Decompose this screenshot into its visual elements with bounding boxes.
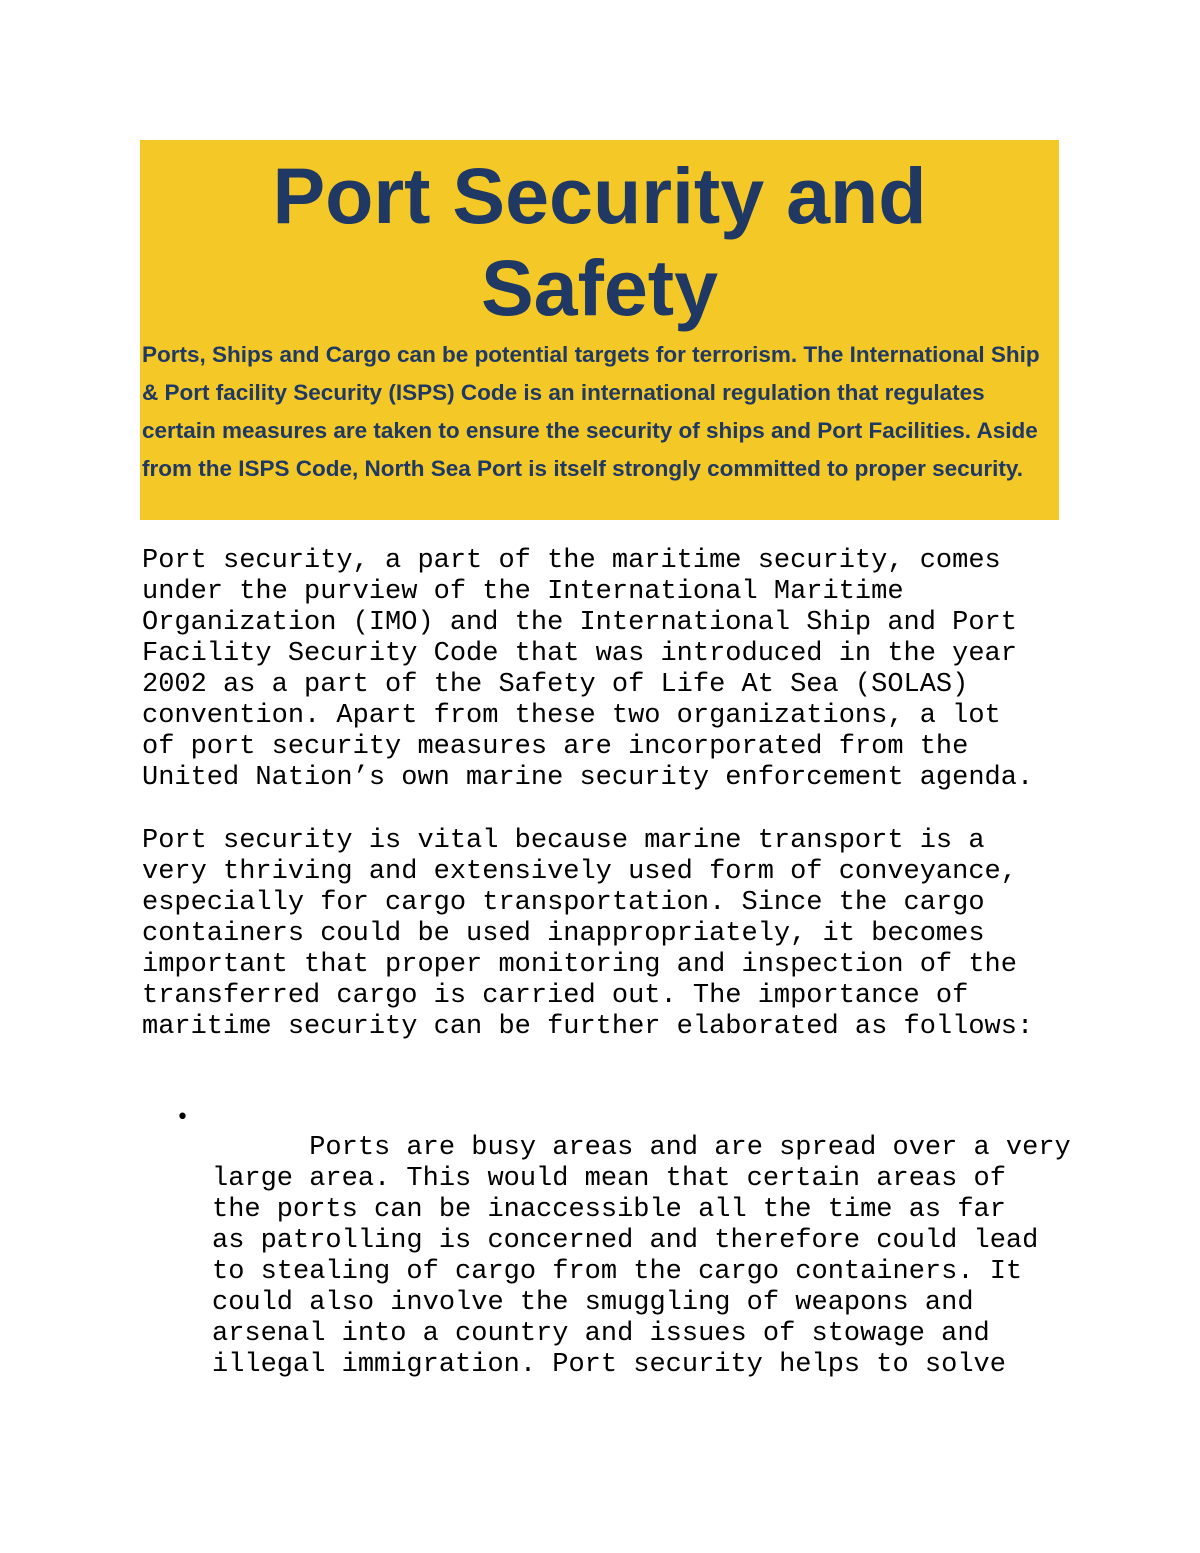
title-line-2: Safety: [480, 243, 719, 332]
title-banner: [140, 140, 1059, 520]
bullet-icon: •: [176, 1105, 189, 1130]
list-item: [142, 1102, 1071, 1412]
page-title: [140, 140, 1059, 334]
body-paragraph-1: Port security, a part of the maritime security, comes under the purview of the International Maritime Organization (IMO) and the International Ship and Port Facility Security Code that was introduced in the year 2002 as a part of the Safety of Life At Sea (SOLAS) convention. Apart from these two organizations, a lot of port security measures are incorporated from the United Nation’s own marine security enforcement agenda.: [142, 546, 1034, 793]
title-line-1: Port Security and: [272, 151, 927, 240]
intro-paragraph: Ports, Ships and Cargo can be potential targets for terrorism. The International Ship & Port facility Security (ISPS) Code is an international regulation that regulates certain measures are taken to ensure the security of ships and Port Facilities. Aside from the ISPS Code, North Sea Port is itself strongly committed to proper security.: [142, 342, 1040, 481]
list-item-text: Ports are busy areas and are spread over a very large area. This would mean that certain areas of the ports can be inaccessible all the time as far as patrolling is concerned and therefore could lead to stealing of cargo from the cargo containers. It could also involve the smuggling of weapons and arsenal into a country and issues of stowage and illegal immigration. Port security helps to solve: [212, 1133, 1071, 1380]
body-paragraph-2: Port security is vital because marine transport is a very thriving and extensively used form of conveyance, especially for cargo transportation. Since the cargo containers could be used inappropriately, it becomes important that proper monitoring and inspection of the transferred cargo is carried out. The importance of maritime security can be further elaborated as follows:: [142, 826, 1034, 1042]
bullet-list: [142, 1102, 1071, 1412]
